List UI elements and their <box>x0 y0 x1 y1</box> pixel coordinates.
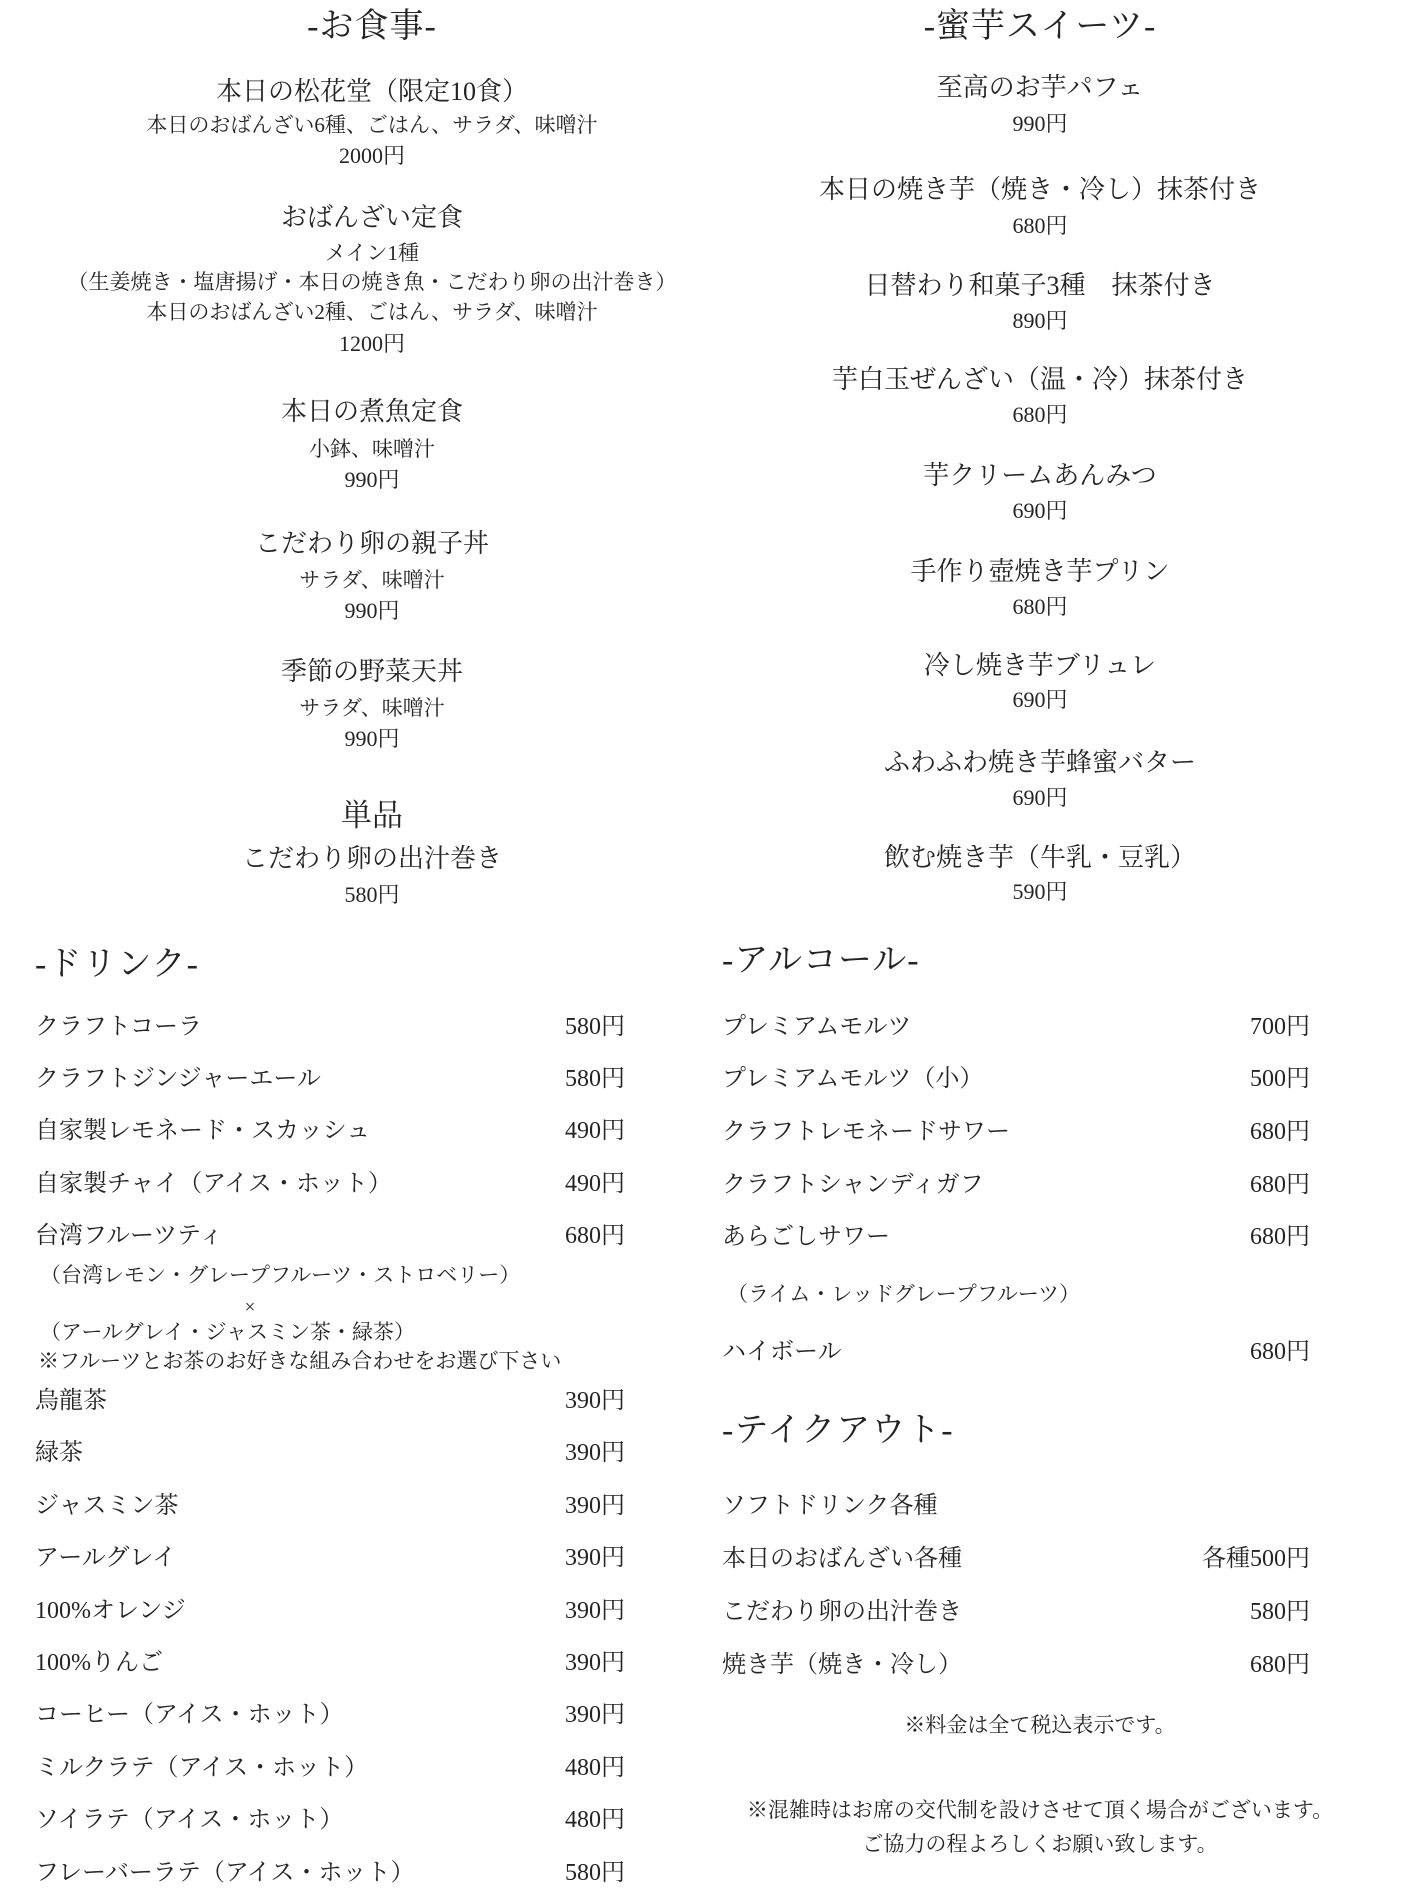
takeout-row: ソフトドリンク各種 <box>722 1493 938 1519</box>
drink-name: ジャスミン茶 <box>35 1493 179 1519</box>
drink-price: 480円 <box>565 1807 625 1833</box>
drink-price: 490円 <box>565 1171 625 1197</box>
drink-name: ミルクラテ（アイス・ホット） <box>35 1755 369 1781</box>
drink-price: 390円 <box>565 1650 625 1676</box>
menu-item-name: 芋クリームあんみつ <box>923 461 1157 490</box>
menu-item-price: 990円 <box>344 726 400 751</box>
crowd-note: ※混雑時はお席の交代制を設けさせて頂く場合がございます。 <box>746 1798 1334 1822</box>
menu-item-price: 2000円 <box>338 143 405 168</box>
menu-item-price: 690円 <box>1012 498 1068 523</box>
drink-row <box>35 1064 625 1094</box>
menu-item-price: 680円 <box>1012 594 1068 619</box>
takeout-name: 本日のおばんざい各種 <box>722 1546 962 1572</box>
drink-row <box>35 1596 625 1626</box>
drink-row <box>35 1386 625 1416</box>
drink-price: 580円 <box>565 1066 625 1092</box>
menu-item-desc: 本日のおばんざい2種、ごはん、サラダ、味噌汁 <box>146 300 598 324</box>
alcohol-name: プレミアムモルツ（小） <box>722 1066 984 1092</box>
drink-name: 台湾フルーツティ <box>35 1223 224 1249</box>
takeout-row <box>722 1650 1310 1680</box>
drink-name: 100%オレンジ <box>35 1598 186 1624</box>
menu-item-name: 季節の野菜天丼 <box>280 657 463 686</box>
crowd-note: ご協力の程よろしくお願い致します。 <box>862 1832 1218 1856</box>
alcohol-row <box>722 1117 1310 1147</box>
drink-row <box>35 1543 625 1573</box>
takeout-row <box>722 1597 1310 1627</box>
drink-price: 580円 <box>565 1860 625 1886</box>
alcohol-name: あらごしサワー <box>722 1224 890 1250</box>
alcohol-row <box>722 1064 1310 1094</box>
alcohol-name: クラフトレモネードサワー <box>722 1119 1010 1145</box>
drink-price: 390円 <box>565 1545 625 1571</box>
drink-price: 390円 <box>565 1440 625 1466</box>
menu-item-price: 580円 <box>344 882 400 907</box>
section-heading-single: 単品 <box>341 798 403 833</box>
menu-item-price: 690円 <box>1012 687 1068 712</box>
drink-row <box>35 1116 625 1146</box>
menu-item-desc: 本日のおばんざい6種、ごはん、サラダ、味噌汁 <box>146 113 598 137</box>
fruit-tea-note: （台湾レモン・グレープフルーツ・ストロベリー） <box>40 1263 521 1287</box>
menu-item-price: 990円 <box>344 598 400 623</box>
menu-item-price: 1200円 <box>338 331 405 356</box>
alcohol-price: 680円 <box>1250 1339 1310 1365</box>
alcohol-price: 500円 <box>1250 1066 1310 1092</box>
menu-item-name: 冷し焼き芋ブリュレ <box>923 651 1157 680</box>
takeout-name: こだわり卵の出汁巻き <box>722 1599 962 1625</box>
menu-item-name: 日替わり和菓子3種 抹茶付き <box>864 271 1216 300</box>
takeout-price: 各種500円 <box>1202 1546 1310 1572</box>
drink-name: 烏龍茶 <box>35 1388 107 1414</box>
drink-price: 390円 <box>565 1598 625 1624</box>
menu-item-name: 本日の松花堂（限定10食） <box>215 77 528 106</box>
menu-item-name: 本日の焼き芋（焼き・冷し）抹茶付き <box>818 175 1261 204</box>
takeout-row <box>722 1544 1310 1574</box>
drink-row <box>35 1169 625 1199</box>
menu-item-name: おばんざい定食 <box>280 203 463 232</box>
menu-item-name: こだわり卵の親子丼 <box>254 529 489 558</box>
drink-row <box>35 1648 625 1678</box>
section-heading-drinks: -ドリンク- <box>35 946 199 983</box>
alcohol-row <box>722 1222 1310 1252</box>
menu-item-name: ふわふわ焼き芋蜂蜜バター <box>883 748 1196 777</box>
drink-name: フレーバーラテ（アイス・ホット） <box>35 1860 415 1886</box>
menu-item-name: 至高のお芋パフェ <box>936 73 1144 102</box>
fruit-tea-note: ※フルーツとお茶のお好きな組み合わせをお選び下さい <box>38 1349 562 1373</box>
drink-price: 390円 <box>565 1702 625 1728</box>
alcohol-price: 700円 <box>1250 1014 1310 1040</box>
drink-name: 緑茶 <box>35 1440 83 1466</box>
alcohol-name: ハイボール <box>722 1339 842 1365</box>
sour-flavor-note: （ライム・レッドグレープフルーツ） <box>727 1282 1081 1306</box>
menu-item-price: 590円 <box>1012 879 1068 904</box>
drink-price: 680円 <box>565 1223 625 1249</box>
menu-item-price: 990円 <box>344 467 400 492</box>
drink-name: 100%りんご <box>35 1650 163 1676</box>
drink-name: クラフトジンジャーエール <box>35 1066 321 1092</box>
menu-item-price: 680円 <box>1012 213 1068 238</box>
fruit-tea-note: （アールグレイ・ジャスミン茶・緑茶） <box>40 1320 416 1344</box>
drink-name: アールグレイ <box>35 1545 177 1571</box>
drink-row <box>35 1012 625 1042</box>
menu-item-desc: サラダ、味噌汁 <box>299 568 445 592</box>
menu-item-desc: サラダ、味噌汁 <box>299 696 445 720</box>
drink-row <box>35 1438 625 1468</box>
menu-item-price: 690円 <box>1012 785 1068 810</box>
menu-item-name: 手作り壺焼き芋プリン <box>910 557 1170 586</box>
drink-row <box>35 1491 625 1521</box>
alcohol-name: クラフトシャンディガフ <box>722 1172 984 1198</box>
drink-row <box>35 1221 625 1251</box>
drink-price: 480円 <box>565 1755 625 1781</box>
menu-item-price: 990円 <box>1012 111 1068 136</box>
drink-price: 580円 <box>565 1014 625 1040</box>
drink-name: 自家製レモネード・スカッシュ <box>35 1118 371 1144</box>
alcohol-price: 680円 <box>1250 1172 1310 1198</box>
menu-item-name: 飲む焼き芋（牛乳・豆乳） <box>883 843 1196 872</box>
takeout-price: 680円 <box>1250 1652 1310 1678</box>
menu-item-name: 芋白玉ぜんざい（温・冷）抹茶付き <box>831 365 1248 394</box>
alcohol-price: 680円 <box>1250 1224 1310 1250</box>
drink-price: 390円 <box>565 1388 625 1414</box>
section-heading-sweets: -蜜芋スイーツ- <box>923 8 1157 45</box>
menu-item-price: 890円 <box>1012 308 1068 333</box>
fruit-tea-note-x: × <box>244 1297 256 1318</box>
menu-item-desc: 小鉢、味噌汁 <box>309 437 435 461</box>
menu-item-name: こだわり卵の出汁巻き <box>241 844 502 873</box>
drink-price: 390円 <box>565 1493 625 1519</box>
drink-row <box>35 1805 625 1835</box>
drink-price: 490円 <box>565 1118 625 1144</box>
alcohol-row <box>722 1337 1310 1367</box>
takeout-price: 580円 <box>1250 1599 1310 1625</box>
menu-item-desc: （生姜焼き・塩唐揚げ・本日の焼き魚・こだわり卵の出汁巻き） <box>67 270 677 294</box>
drink-row <box>35 1700 625 1730</box>
section-heading-takeout: -テイクアウト- <box>722 1412 954 1449</box>
alcohol-price: 680円 <box>1250 1119 1310 1145</box>
menu-item-price: 680円 <box>1012 402 1068 427</box>
drink-name: コーヒー（アイス・ホット） <box>35 1702 344 1728</box>
drink-row <box>35 1858 625 1888</box>
drink-name: 自家製チャイ（アイス・ホット） <box>35 1171 392 1197</box>
takeout-name: 焼き芋（焼き・冷し） <box>722 1652 962 1678</box>
tax-note: ※料金は全て税込表示です。 <box>904 1713 1176 1737</box>
section-heading-meals: -お食事- <box>307 8 437 45</box>
section-heading-alcohol: -アルコール- <box>722 942 920 979</box>
alcohol-row <box>722 1012 1310 1042</box>
alcohol-name: プレミアムモルツ <box>722 1014 912 1040</box>
drink-name: クラフトコーラ <box>35 1014 203 1040</box>
menu-item-desc: メイン1種 <box>324 241 420 265</box>
drink-row <box>35 1753 625 1783</box>
alcohol-row <box>722 1170 1310 1200</box>
menu-item-name: 本日の煮魚定食 <box>280 397 463 426</box>
drink-name: ソイラテ（アイス・ホット） <box>35 1807 344 1833</box>
